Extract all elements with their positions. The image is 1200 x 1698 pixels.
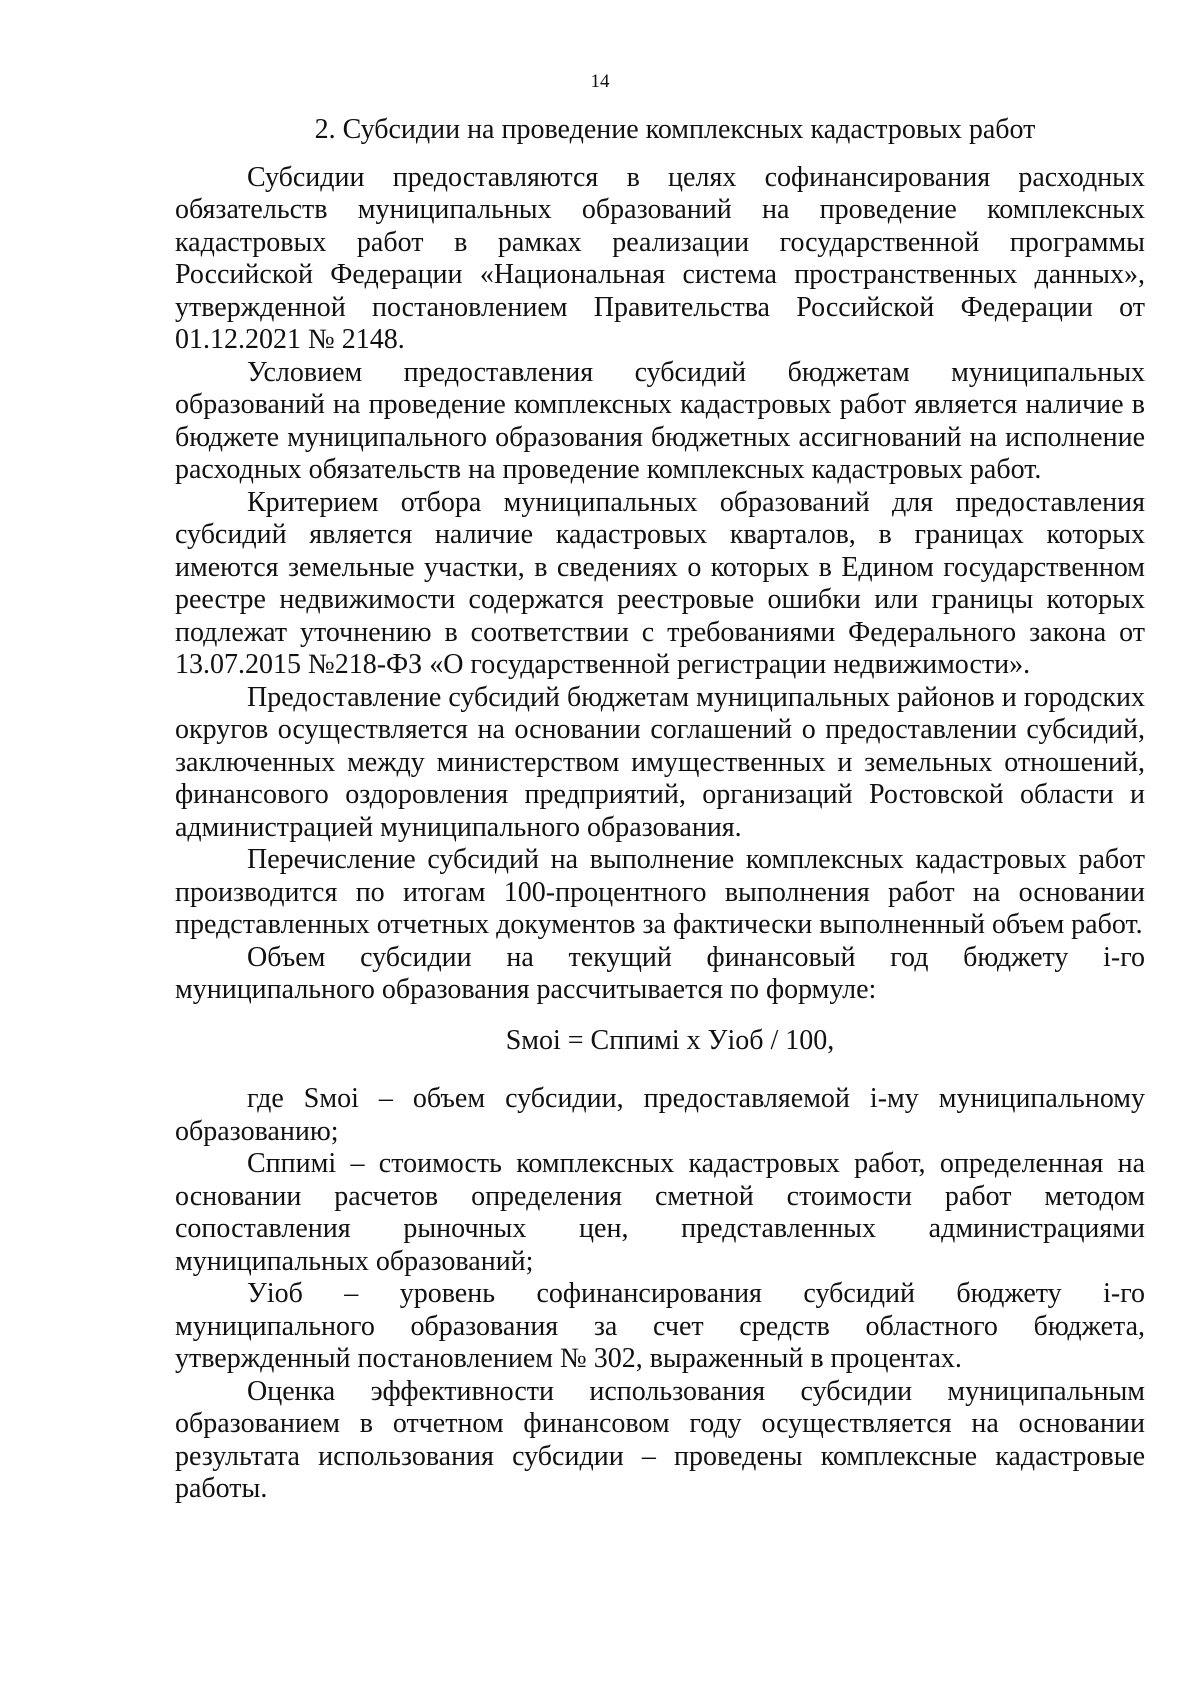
paragraph-definition-uiob: Уіоб – уровень софинансирования субсидий бюджету і-го муниципального образования за счет средств областного бюджета, утвержденный постановлением № 302, выраженный в процентах. (175, 1278, 1145, 1374)
paragraph-condition: Условием предоставления субсидий бюджетам муниципальных образований на проведение комплексных кадастровых работ является наличие в бюджете муниципального образования бюджетных ассигнований на исполнение расходных обязательств на проведение комплексных кадастровых работ. (175, 356, 1145, 485)
paragraph-definition-sppimi: Сппимі – стоимость комплексных кадастровых работ, определенная на основании расчетов определения сметной стоимости работ методом сопоставления рыночных цен, представленных администрациями муниципальных образований; (175, 1148, 1145, 1277)
page-number: 14 (590, 71, 610, 92)
document-body (175, 114, 1145, 1506)
paragraph-definition-smoi: где Sмоі – объем субсидии, предоставляемой і-му муниципальному образованию; (175, 1083, 1145, 1147)
section-heading: 2. Субсидии на проведение комплексных кадастровых работ (314, 114, 1036, 145)
paragraph-criterion: Критерием отбора муниципальных образований для предоставления субсидий является наличие кадастровых кварталов, в границах которых имеются земельные участки, в сведениях о которых в Едином государственном реестре недвижимости содержатся реестровые ошибки или границы которых подлежат уточнению в соответствии с требованиями Федерального закона от 13.07.2015 №218-ФЗ «О государственной регистрации недвижимости». (175, 486, 1145, 680)
paragraph-volume: Объем субсидии на текущий финансовый год бюджету і-го муниципального образования рассчитывается по формуле: (175, 941, 1145, 1005)
paragraph-purpose: Субсидии предоставляются в целях софинансирования расходных обязательств муниципальных образований на проведение комплексных кадастровых работ в рамках реализации государственной программы Российской Федерации «Национальная система пространственных данных», утвержденной постановлением Правительства Российской Федерации от 01.12.2021 № 2148. (175, 161, 1145, 355)
subsidy-formula: Sмоі = Сппимі х Уіоб / 100, (505, 1024, 835, 1056)
paragraph-efficiency: Оценка эффективности использования субсидии муниципальным образованием в отчетном финансовом году осуществляется на основании результата использования субсидии – проведены комплексные кадастровые работы. (175, 1375, 1145, 1504)
paragraph-agreements: Предоставление субсидий бюджетам муниципальных районов и городских округов осуществляется на основании соглашений о предоставлении субсидий, заключенных между министерством имущественных и земельных отношений, финансового оздоровления предприятий, организаций Ростовской области и администрацией муниципального образования. (175, 681, 1145, 843)
paragraph-transfer: Перечисление субсидий на выполнение комплексных кадастровых работ производится по итогам 100-процентного выполнения работ на основании представленных отчетных документов за фактически выполненный объем работ. (175, 844, 1145, 940)
